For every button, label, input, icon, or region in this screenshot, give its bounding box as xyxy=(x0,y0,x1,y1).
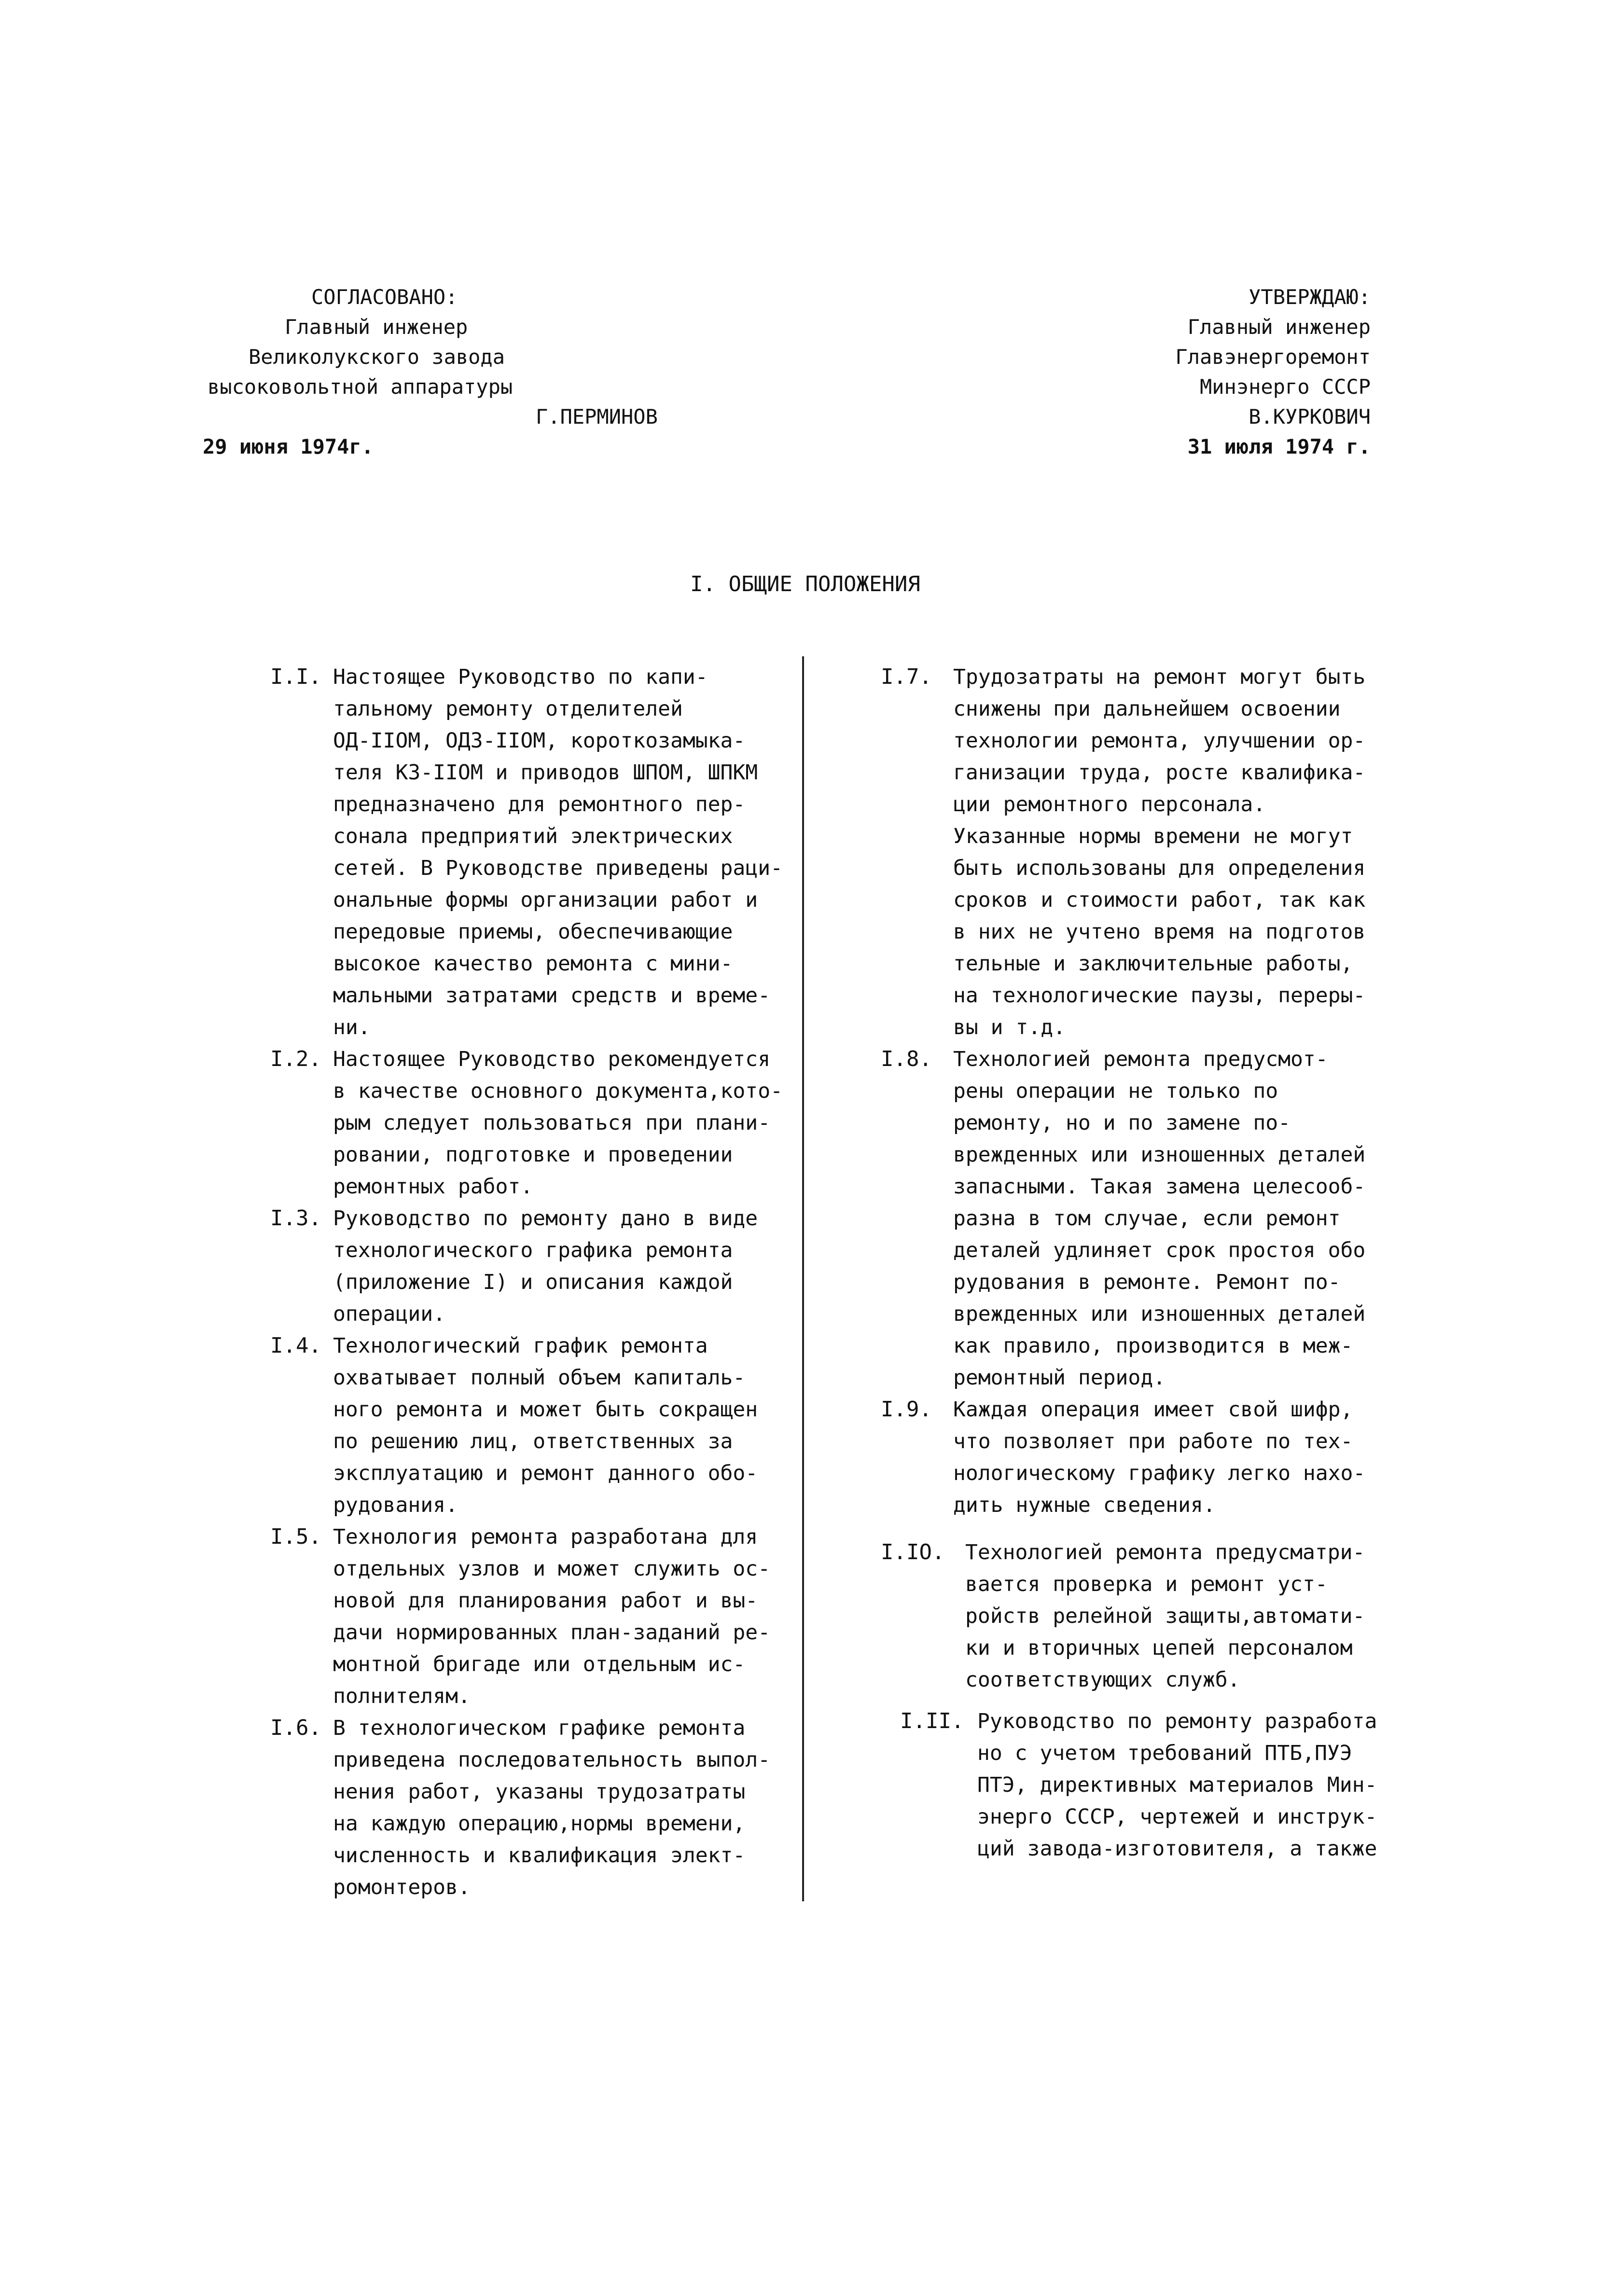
approval-line: высоковольтной аппаратуры xyxy=(208,375,513,399)
approval-date: 29 июня 1974г. xyxy=(203,435,374,458)
clause-1-10 xyxy=(881,1536,1388,1696)
clause-text xyxy=(333,1203,791,1330)
approval-line: Великолукского завода xyxy=(249,345,505,369)
text-line: нологическому графику легко нахо- xyxy=(953,1461,1366,1485)
approval-line: Минэнерго СССР xyxy=(1199,375,1371,399)
text-line: операции. xyxy=(333,1302,445,1326)
text-line: ональные формы организации работ и xyxy=(333,888,758,912)
text-line: предназначено для ремонтного пер- xyxy=(333,792,746,817)
text-line: энерго СССР, чертежей и инструк- xyxy=(977,1805,1377,1829)
text-line: дачи нормированных план-заданий ре- xyxy=(333,1620,771,1645)
clause-number: I.2. xyxy=(270,1047,321,1071)
clause-1-1 xyxy=(270,661,791,1043)
text-line: В технологическом графике ремонта xyxy=(333,1716,746,1740)
text-line: Настоящее Руководство по капи- xyxy=(333,665,708,689)
text-line: рудования. xyxy=(333,1493,458,1517)
clause-number: I.3. xyxy=(270,1206,321,1231)
text-line: ройств релейной защиты,автомати- xyxy=(965,1604,1365,1628)
text-line: теля КЗ-IIOM и приводов ШПОМ, ШПКМ xyxy=(333,761,758,785)
text-line: запасными. Такая замена целесооб- xyxy=(953,1175,1366,1199)
text-line: ремонту, но и по замене по- xyxy=(953,1111,1291,1135)
text-line: вается проверка и ремонт уст- xyxy=(965,1572,1328,1596)
column-divider xyxy=(802,656,804,1901)
text-line: ремонтный период. xyxy=(953,1366,1166,1390)
text-line: Технологический график ремонта xyxy=(333,1334,708,1358)
text-line: врежденных или изношенных деталей xyxy=(953,1302,1366,1326)
text-line: высокое качество ремонта с мини- xyxy=(333,952,733,976)
clause-number: I.5. xyxy=(270,1524,321,1549)
clause-text xyxy=(333,1712,791,1903)
text-line: полнителям. xyxy=(333,1684,471,1708)
clause-number: I.8. xyxy=(881,1047,932,1071)
clause-number: I.9. xyxy=(881,1397,932,1422)
clause-text xyxy=(977,1705,1388,1865)
section-title: I. ОБЩИЕ ПОЛОЖЕНИЯ xyxy=(690,572,920,596)
approval-heading: СОГЛАСОВАНО: xyxy=(311,285,458,309)
text-line: Указанные нормы времени не могут xyxy=(953,824,1353,848)
clause-text xyxy=(333,661,791,1043)
text-line: Настоящее Руководство рекомендуется xyxy=(333,1047,771,1071)
text-line: вы и т.д. xyxy=(953,1015,1066,1039)
text-line: сроков и стоимости работ, так как xyxy=(953,888,1366,912)
approval-heading: УТВЕРЖДАЮ: xyxy=(1249,285,1371,309)
text-line: рены операции не только по xyxy=(953,1079,1278,1103)
text-line: рудования в ремонте. Ремонт по- xyxy=(953,1270,1341,1294)
text-line: ни. xyxy=(333,1015,371,1039)
text-line: разна в том случае, если ремонт xyxy=(953,1206,1341,1231)
clause-number: I.I. xyxy=(270,664,321,689)
left-column xyxy=(270,661,791,1903)
clause-text xyxy=(953,661,1388,1043)
text-line: быть использованы для определения xyxy=(953,856,1366,880)
clause-1-3 xyxy=(270,1203,791,1330)
text-line: охватывает полный объем капиталь- xyxy=(333,1366,746,1390)
text-line: по решению лиц, ответственных за xyxy=(333,1429,733,1453)
text-line: Технология ремонта разработана для xyxy=(333,1525,758,1549)
text-line: на технологические паузы, переры- xyxy=(953,983,1366,1008)
text-line: (приложение I) и описания каждой xyxy=(333,1270,733,1294)
text-line: Технологией ремонта предусматри- xyxy=(965,1540,1365,1564)
text-line: но с учетом требований ПТБ,ПУЭ xyxy=(977,1741,1352,1765)
text-line: Технологией ремонта предусмот- xyxy=(953,1047,1328,1071)
text-line: ганизации труда, росте квалифика- xyxy=(953,761,1366,785)
text-line: новой для планирования работ и вы- xyxy=(333,1589,758,1613)
text-line: передовые приемы, обеспечивающие xyxy=(333,920,733,944)
clause-text xyxy=(333,1043,791,1203)
clause-1-7 xyxy=(881,661,1388,1043)
text-line: дить нужные сведения. xyxy=(953,1493,1216,1517)
text-line: мальными затратами средств и време- xyxy=(333,983,771,1008)
clause-1-2 xyxy=(270,1043,791,1203)
clause-text xyxy=(965,1536,1388,1696)
text-line: нения работ, указаны трудозатраты xyxy=(333,1780,746,1804)
text-line: тельные и заключительные работы, xyxy=(953,952,1353,976)
text-line: ровании, подготовке и проведении xyxy=(333,1143,733,1167)
clause-1-6 xyxy=(270,1712,791,1903)
approval-block-agreed xyxy=(203,282,690,462)
approval-line: Главэнергоремонт xyxy=(1175,345,1371,369)
clause-text xyxy=(333,1521,791,1712)
text-line: ки и вторичных цепей персоналом xyxy=(965,1636,1353,1660)
text-line: ного ремонта и может быть сокращен xyxy=(333,1398,758,1422)
text-line: Руководство по ремонту дано в виде xyxy=(333,1206,758,1231)
text-line: ПТЭ, директивных материалов Мин- xyxy=(977,1773,1377,1797)
text-line: ромонтеров. xyxy=(333,1875,471,1899)
text-line: деталей удлиняет срок простоя обо xyxy=(953,1238,1366,1262)
clause-text xyxy=(333,1330,791,1521)
clause-number: I.6. xyxy=(270,1716,321,1740)
text-line: Трудозатраты на ремонт могут быть xyxy=(953,665,1366,689)
clause-number: I.II. xyxy=(900,1709,964,1733)
text-line: ОД-IIOM, ОДЗ-IIOM, короткозамыка- xyxy=(333,729,746,753)
clause-1-4 xyxy=(270,1330,791,1521)
text-line: Каждая операция имеет свой шифр, xyxy=(953,1398,1353,1422)
text-line: Руководство по ремонту разработа xyxy=(977,1709,1377,1733)
approval-date: 31 июля 1974 г. xyxy=(1187,435,1371,458)
approval-signer: Г.ПЕРМИНОВ xyxy=(536,405,658,429)
clause-1-11 xyxy=(881,1705,1388,1865)
approval-block-approved xyxy=(1149,282,1371,462)
text-line: сонала предприятий электрических xyxy=(333,824,733,848)
text-line: отдельных узлов и может служить ос- xyxy=(333,1557,771,1581)
text-line: технологического графика ремонта xyxy=(333,1238,733,1262)
clause-1-5 xyxy=(270,1521,791,1712)
approval-signer: В.КУРКОВИЧ xyxy=(1249,405,1371,429)
text-line: сетей. В Руководстве приведены раци- xyxy=(333,856,783,880)
right-column xyxy=(881,661,1388,1865)
text-line: монтной бригаде или отдельным ис- xyxy=(333,1652,746,1676)
text-line: как правило, производится в меж- xyxy=(953,1334,1353,1358)
text-line: что позволяет при работе по тех- xyxy=(953,1429,1353,1453)
text-line: в качестве основного документа,кото- xyxy=(333,1079,783,1103)
text-line: приведена последовательность выпол- xyxy=(333,1748,771,1772)
text-line: ций завода-изготовителя, а также xyxy=(977,1837,1377,1861)
text-line: снижены при дальнейшем освоении xyxy=(953,697,1341,721)
approval-line: Главный инженер xyxy=(1187,315,1371,339)
text-line: ции ремонтного персонала. xyxy=(953,792,1266,817)
clause-1-9 xyxy=(881,1394,1388,1521)
text-line: соответствующих служб. xyxy=(965,1668,1240,1692)
clause-number: I.7. xyxy=(881,664,932,689)
text-line: численность и квалификация элект- xyxy=(333,1843,746,1868)
clause-number: I.IO. xyxy=(881,1540,945,1564)
text-line: технологии ремонта, улучшении ор- xyxy=(953,729,1366,753)
text-line: ремонтных работ. xyxy=(333,1175,533,1199)
text-line: тальному ремонту отделителей xyxy=(333,697,683,721)
clause-text xyxy=(953,1043,1388,1394)
clause-number: I.4. xyxy=(270,1333,321,1358)
text-line: на каждую операцию,нормы времени, xyxy=(333,1812,746,1836)
text-line: рым следует пользоваться при плани- xyxy=(333,1111,771,1135)
clause-text xyxy=(953,1394,1388,1521)
text-line: эксплуатацию и ремонт данного обо- xyxy=(333,1461,758,1485)
clause-1-8 xyxy=(881,1043,1388,1394)
text-line: врежденных или изношенных деталей xyxy=(953,1143,1366,1167)
approval-line: Главный инженер xyxy=(285,315,468,339)
text-line: в них не учтено время на подготов xyxy=(953,920,1366,944)
